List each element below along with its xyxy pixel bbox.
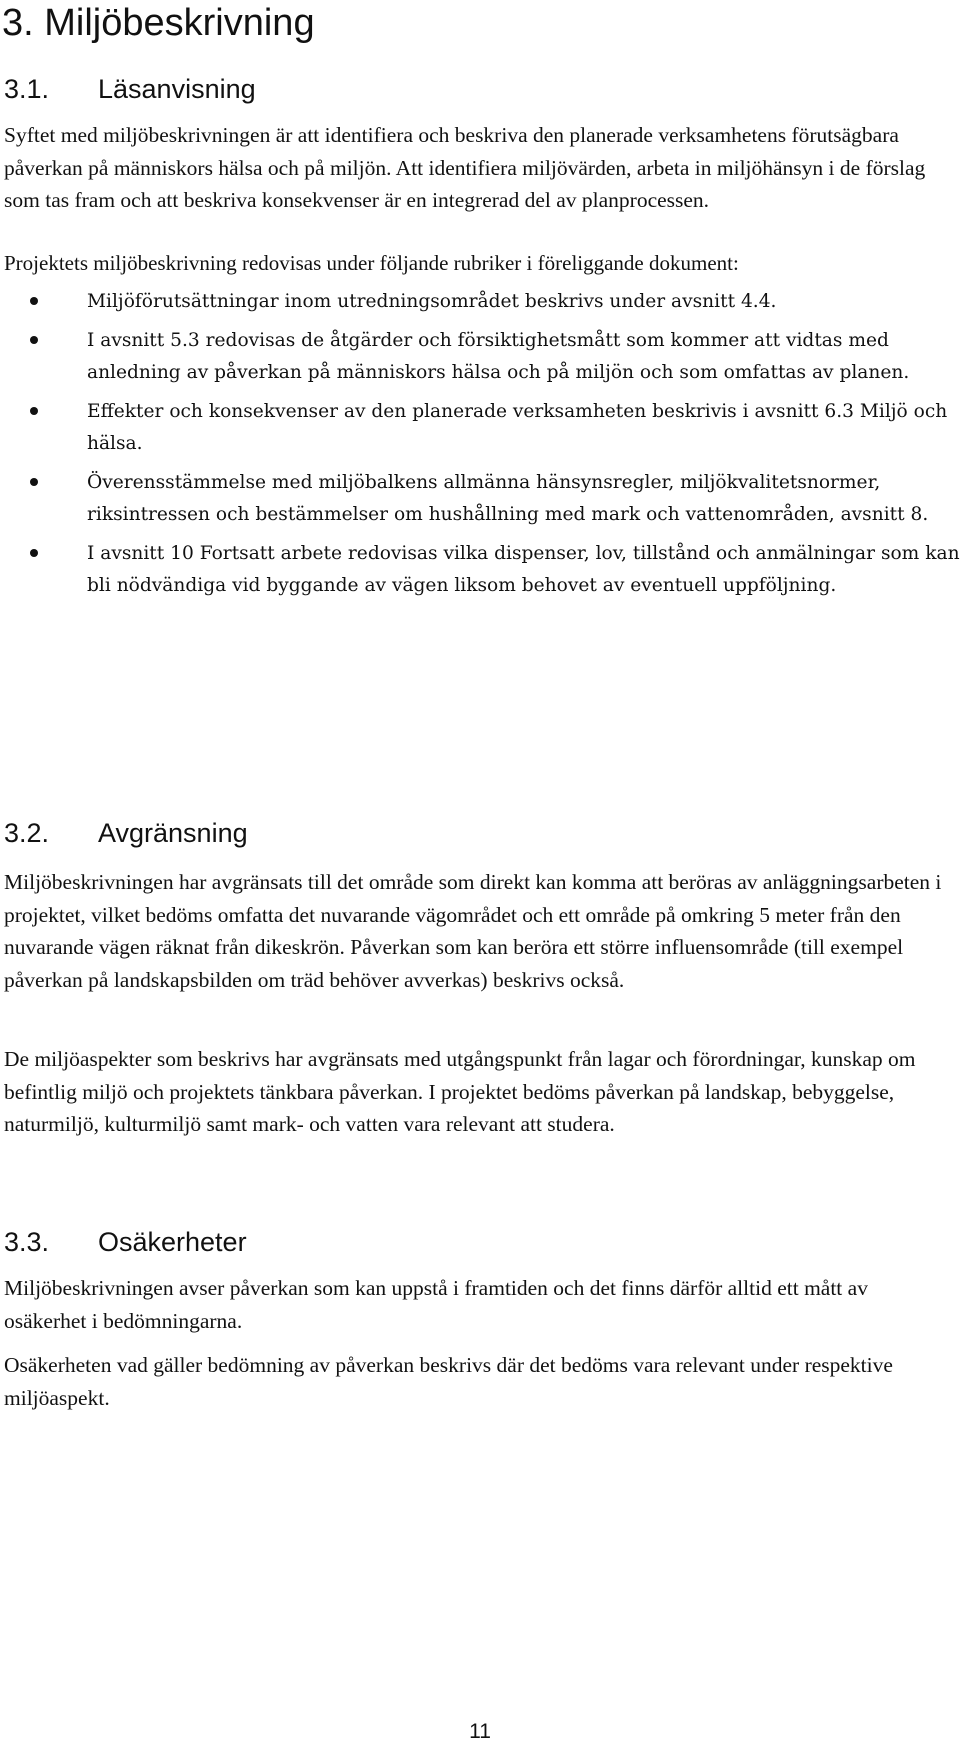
list-item — [0, 325, 960, 390]
list-item-text: I avsnitt 10 Fortsatt arbete redovisas vilka dispenser, lov, tillstånd och anmälningar som kan bli nödvändiga vid byggande av vägen liksom behovet av eventuell uppföljning. — [87, 542, 960, 596]
subsection-heading-avgransning — [4, 816, 248, 850]
paragraph-osakerhet-bedomning: Osäkerheten vad gäller bedömning av påverkan beskrivs där det bedöms vara relevant under respektive miljöaspekt. — [4, 1353, 893, 1410]
bullet-icon — [30, 549, 38, 557]
bullet-icon — [30, 478, 38, 486]
list-item — [0, 467, 960, 532]
list-item — [0, 396, 960, 461]
list-item — [0, 538, 960, 603]
bullet-icon — [30, 336, 38, 344]
subsection-heading-osakerheter — [4, 1225, 247, 1259]
subsection-number: 3.2. — [4, 818, 50, 848]
section-title: 3. Miljöbeskrivning — [2, 2, 315, 44]
paragraph-avgransning: Miljöbeskrivningen har avgränsats till det område som direkt kan komma att beröras av anläggningsarbeten i projektet, vilket bedöms omfatta det nuvarande vägområdet och ett område på omkring 5 meter från den nuvarande vägen räknat från dikeskrön. Påverkan som kan beröra ett större influensområde (till exempel påverkan på landskapsbilden om träd behöver avverkas) beskrivs också. — [4, 870, 942, 992]
subsection-number: 3.1. — [4, 74, 50, 104]
bullet-icon — [30, 297, 38, 305]
paragraph-syfte: Syftet med miljöbeskrivningen är att identifiera och beskriva den planerade verksamhetens förutsägbara påverkan på människors hälsa och på miljön. Att identifiera miljövärden, arbeta in miljöhänsyn i de förslag som tas fram och att beskriva konsekvenser är en integrerad del av planprocessen. — [4, 123, 926, 212]
bullet-list — [0, 286, 960, 603]
paragraph-rubriker: Projektets miljöbeskrivning redovisas under följande rubriker i föreliggande dokument: — [4, 251, 739, 275]
subsection-heading-lasanvisning — [4, 72, 256, 106]
list-item — [0, 286, 960, 319]
bullet-icon — [30, 407, 38, 415]
subsection-title: Avgränsning — [98, 818, 248, 848]
list-item-text: Miljöförutsättningar inom utredningsområdet beskrivs under avsnitt 4.4. — [87, 291, 777, 312]
subsection-number: 3.3. — [4, 1227, 50, 1257]
page-number: 11 — [469, 1720, 491, 1743]
list-item-text: Överensstämmelse med miljöbalkens allmänna hänsynsregler, miljökvalitetsnormer, riksintressen och bestämmelser om hushållning med mark och vattenområden, avsnitt 8. — [87, 471, 929, 525]
list-item-text: Effekter och konsekvenser av den planerade verksamheten beskrivis i avsnitt 6.3 Miljö och hälsa. — [87, 400, 948, 454]
list-item-text: I avsnitt 5.3 redovisas de åtgärder och försiktighetsmått som kommer att vidtas med anledning av påverkan på människors hälsa och på miljön och som omfattas av planen. — [87, 329, 910, 383]
subsection-title: Osäkerheter — [98, 1227, 247, 1257]
paragraph-miljoaspekter: De miljöaspekter som beskrivs har avgränsats med utgångspunkt från lagar och förordningar, kunskap om befintlig miljö och projektets tänkbara påverkan. I projektet bedöms påverkan på landskap, bebyggelse, naturmiljö, kulturmiljö samt mark- och vatten vara relevant att studera. — [4, 1047, 916, 1136]
subsection-title: Läsanvisning — [98, 74, 256, 104]
paragraph-osakerhet-framtid: Miljöbeskrivningen avser påverkan som kan uppstå i framtiden och det finns därför alltid ett mått av osäkerhet i bedömningarna. — [4, 1276, 868, 1333]
